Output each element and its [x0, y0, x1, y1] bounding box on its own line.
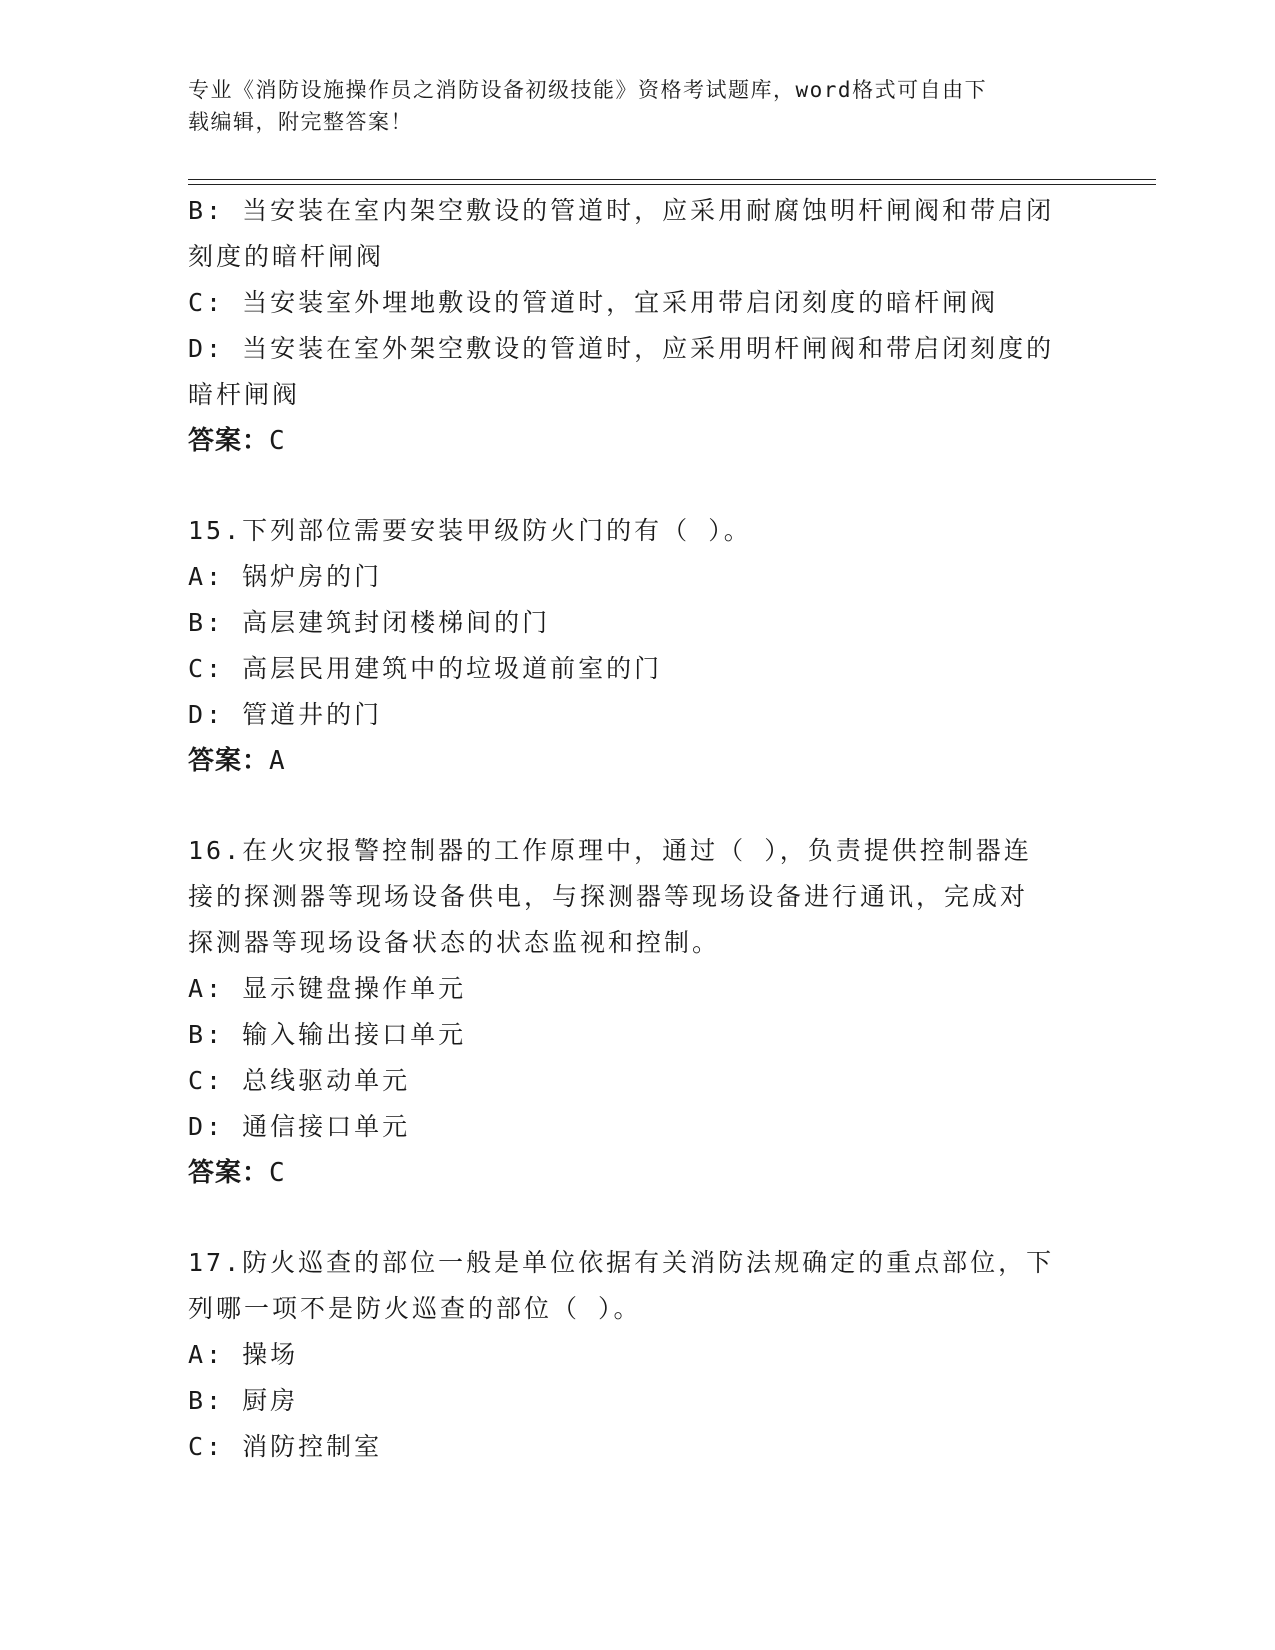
header-title-line-2: 载编辑，附完整答案！	[188, 110, 413, 134]
question-15	[188, 508, 1088, 784]
option-d-line-2: 暗杆闸阀	[188, 380, 301, 409]
option-c: C: 总线驱动单元	[188, 1066, 411, 1095]
option-c: C: 高层民用建筑中的垃圾道前室的门	[188, 654, 663, 683]
answer	[188, 738, 1088, 784]
question-content	[188, 188, 1088, 1470]
option-d-line-1: D: 当安装在室外架空敷设的管道时，应采用明杆闸阀和带启闭刻度的	[188, 334, 1055, 363]
question-stem: 15.下列部位需要安装甲级防火门的有（ ）。	[188, 516, 752, 545]
document-header	[188, 74, 1068, 138]
question-17	[188, 1240, 1088, 1470]
answer-label: 答案：	[188, 746, 270, 776]
question-stem-line-2: 列哪一项不是防火巡查的部位（ ）。	[188, 1294, 642, 1323]
question-stem-line-2: 接的探测器等现场设备供电，与探测器等现场设备进行通讯，完成对	[188, 882, 1029, 911]
answer	[188, 418, 1088, 464]
question-stem-line-3: 探测器等现场设备状态的状态监视和控制。	[188, 928, 721, 957]
answer-value: C	[269, 1158, 286, 1188]
answer	[188, 1150, 1088, 1196]
question-stem-line-1: 17.防火巡查的部位一般是单位依据有关消防法规确定的重点部位，下	[188, 1248, 1055, 1277]
option-c: C: 消防控制室	[188, 1432, 383, 1461]
answer-label: 答案：	[188, 426, 270, 456]
option-b: B: 输入输出接口单元	[188, 1020, 467, 1049]
answer-value: A	[269, 746, 286, 776]
header-divider-bottom	[188, 184, 1156, 185]
option-a: A: 锅炉房的门	[188, 562, 383, 591]
option-b: B: 高层建筑封闭楼梯间的门	[188, 608, 551, 637]
option-d: D: 通信接口单元	[188, 1112, 411, 1141]
option-a: A: 显示键盘操作单元	[188, 974, 467, 1003]
header-divider-top	[188, 179, 1156, 180]
question-16	[188, 828, 1088, 1196]
option-d: D: 管道井的门	[188, 700, 383, 729]
option-b: B: 厨房	[188, 1386, 299, 1415]
option-b-line-1: B: 当安装在室内架空敷设的管道时，应采用耐腐蚀明杆闸阀和带启闭	[188, 196, 1055, 225]
header-title-line-1: 专业《消防设施操作员之消防设备初级技能》资格考试题库，word格式可自由下	[188, 78, 988, 102]
option-c: C: 当安装室外埋地敷设的管道时，宜采用带启闭刻度的暗杆闸阀	[188, 288, 999, 317]
option-a: A: 操场	[188, 1340, 299, 1369]
question-stem-line-1: 16.在火灾报警控制器的工作原理中，通过（ ），负责提供控制器连	[188, 836, 1032, 865]
answer-label: 答案：	[188, 1158, 270, 1188]
question-14-tail	[188, 188, 1088, 464]
option-b-line-2: 刻度的暗杆闸阀	[188, 242, 385, 271]
answer-value: C	[269, 426, 286, 456]
